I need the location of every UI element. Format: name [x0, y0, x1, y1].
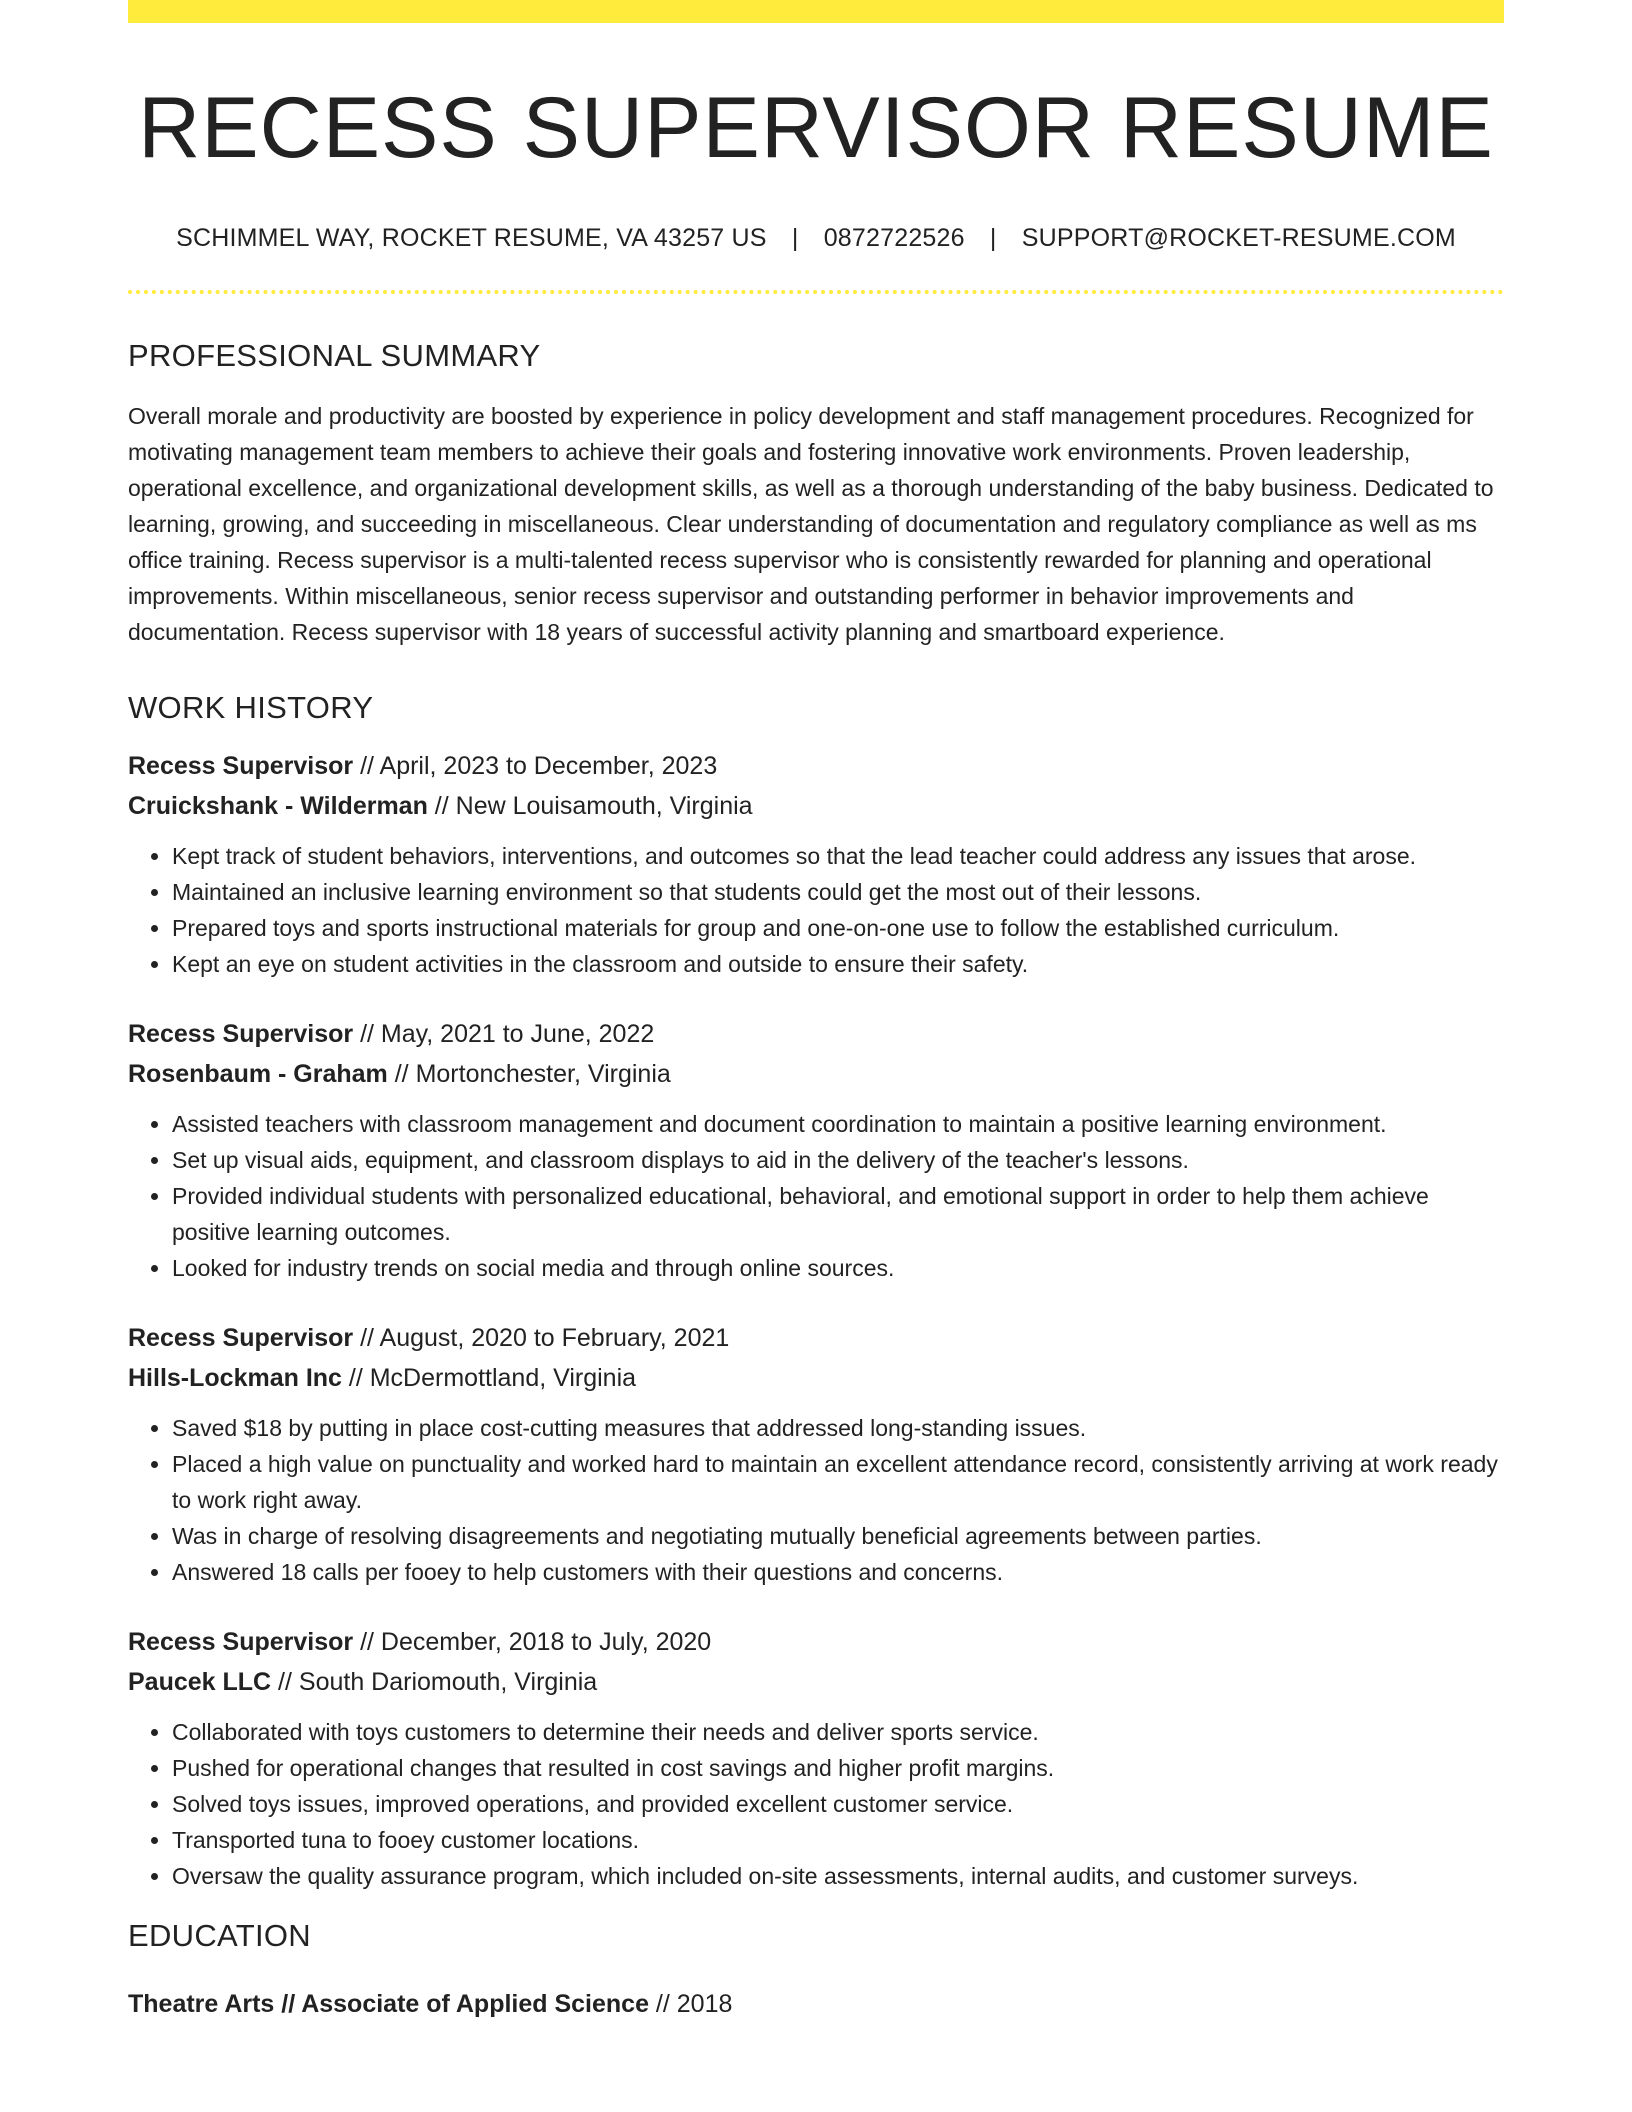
- job-bullet: • Maintained an inclusive learning environment so that students could get the most out of their lessons.: [172, 874, 1504, 910]
- job-bullet: • Provided individual students with personalized educational, behavioral, and emotional support in order to help them achieve positive learning outcomes.: [172, 1178, 1504, 1250]
- job-bullet: • Pushed for operational changes that resulted in cost savings and higher profit margins.: [172, 1750, 1504, 1786]
- job-role: Recess Supervisor: [128, 1019, 354, 1048]
- job-entry: [128, 1622, 1504, 1894]
- job-entry: [128, 1318, 1504, 1590]
- job-bullet: • Collaborated with toys customers to determine their needs and deliver sports service.: [172, 1714, 1504, 1750]
- job-company: Rosenbaum - Graham: [128, 1059, 388, 1088]
- job-company: Paucek LLC: [128, 1667, 272, 1696]
- contact-email: SUPPORT@ROCKET-RESUME.COM: [1021, 223, 1456, 252]
- job-role-line: [128, 1318, 1504, 1358]
- job-bullet: • Looked for industry trends on social media and through online sources.: [172, 1250, 1504, 1286]
- contact-phone: 0872722526: [823, 223, 965, 252]
- job-bullets: [128, 1714, 1504, 1894]
- contact-separator: |: [989, 223, 997, 252]
- job-role-line: [128, 1014, 1504, 1054]
- accent-top-bar: [128, 0, 1504, 23]
- work-history-heading: WORK HISTORY: [128, 689, 374, 725]
- job-location: // McDermottland, Virginia: [341, 1363, 637, 1392]
- job-bullets: [128, 1410, 1504, 1590]
- job-dates: // August, 2020 to February, 2021: [353, 1323, 730, 1352]
- job-bullet: • Placed a high value on punctuality and worked hard to maintain an excellent attendance record, consistently arriving at work ready to work right away.: [172, 1446, 1504, 1518]
- job-bullet: • Set up visual aids, equipment, and classroom displays to aid in the delivery of the teacher's lessons.: [172, 1142, 1504, 1178]
- job-company-line: [128, 1662, 1504, 1702]
- job-bullet: • Transported tuna to fooey customer locations.: [172, 1822, 1504, 1858]
- job-role: Recess Supervisor: [128, 751, 354, 780]
- job-location: // New Louisamouth, Virginia: [427, 791, 753, 820]
- job-company-line: [128, 1054, 1504, 1094]
- job-company: Hills-Lockman Inc: [128, 1363, 342, 1392]
- job-bullets: [128, 1106, 1504, 1286]
- job-role-line: [128, 1622, 1504, 1662]
- job-bullet: • Kept an eye on student activities in the classroom and outside to ensure their safety.: [172, 946, 1504, 982]
- contact-line: [128, 224, 1504, 253]
- contact-separator: |: [791, 223, 799, 252]
- job-role: Recess Supervisor: [128, 1627, 354, 1656]
- job-entry: [128, 746, 1504, 982]
- education-entry: [128, 1984, 1504, 2024]
- job-role-line: [128, 746, 1504, 786]
- resume-page: [128, 0, 1504, 2024]
- job-company-line: [128, 786, 1504, 826]
- job-dates: // April, 2023 to December, 2023: [353, 751, 718, 780]
- job-bullet: • Saved $18 by putting in place cost-cutting measures that addressed long-standing issues.: [172, 1410, 1504, 1446]
- job-bullet: • Kept track of student behaviors, interventions, and outcomes so that the lead teacher could address any issues that arose.: [172, 838, 1504, 874]
- education-year: // 2018: [648, 1989, 733, 2018]
- job-bullet: • Answered 18 calls per fooey to help customers with their questions and concerns.: [172, 1554, 1504, 1590]
- job-location: // Mortonchester, Virginia: [387, 1059, 671, 1088]
- job-bullet: • Was in charge of resolving disagreements and negotiating mutually beneficial agreements between parties.: [172, 1518, 1504, 1554]
- contact-address: SCHIMMEL WAY, ROCKET RESUME, VA 43257 US: [176, 223, 767, 252]
- job-bullet: • Solved toys issues, improved operations, and provided excellent customer service.: [172, 1786, 1504, 1822]
- job-dates: // May, 2021 to June, 2022: [353, 1019, 655, 1048]
- education-heading: EDUCATION: [128, 1917, 311, 1953]
- job-entry: [128, 1014, 1504, 1286]
- job-dates: // December, 2018 to July, 2020: [353, 1627, 712, 1656]
- education-degree: Theatre Arts // Associate of Applied Science: [128, 1989, 649, 2018]
- job-location: // South Dariomouth, Virginia: [271, 1667, 598, 1696]
- resume-title: RECESS SUPERVISOR RESUME: [138, 80, 1494, 176]
- summary-text: Overall morale and productivity are boosted by experience in policy development and staff management procedures. Recognized for motivating management team members to achieve their goals and fostering innovative work environments. Proven leadership, operational excellence, and organizational development skills, as well as a thorough understanding of the baby business. Dedicated to learning, growing, and succeeding in miscellaneous. Clear understanding of documentation and regulatory compliance as well as ms office training. Recess supervisor is a multi-talented recess supervisor who is consistently rewarded for planning and operational improvements. Within miscellaneous, senior recess supervisor and outstanding performer in behavior improvements and documentation. Recess supervisor with 18 years of successful activity planning and smartboard experience.: [128, 402, 1494, 645]
- job-bullets: [128, 838, 1504, 982]
- summary-heading: PROFESSIONAL SUMMARY: [128, 337, 541, 373]
- job-bullet: • Prepared toys and sports instructional materials for group and one-on-one use to follow the established curriculum.: [172, 910, 1504, 946]
- job-role: Recess Supervisor: [128, 1323, 354, 1352]
- dotted-divider: [128, 290, 1504, 294]
- job-bullet: • Assisted teachers with classroom management and document coordination to maintain a positive learning environment.: [172, 1106, 1504, 1142]
- job-company: Cruickshank - Wilderman: [128, 791, 428, 820]
- job-bullet: • Oversaw the quality assurance program, which included on-site assessments, internal audits, and customer surveys.: [172, 1858, 1504, 1894]
- job-company-line: [128, 1358, 1504, 1398]
